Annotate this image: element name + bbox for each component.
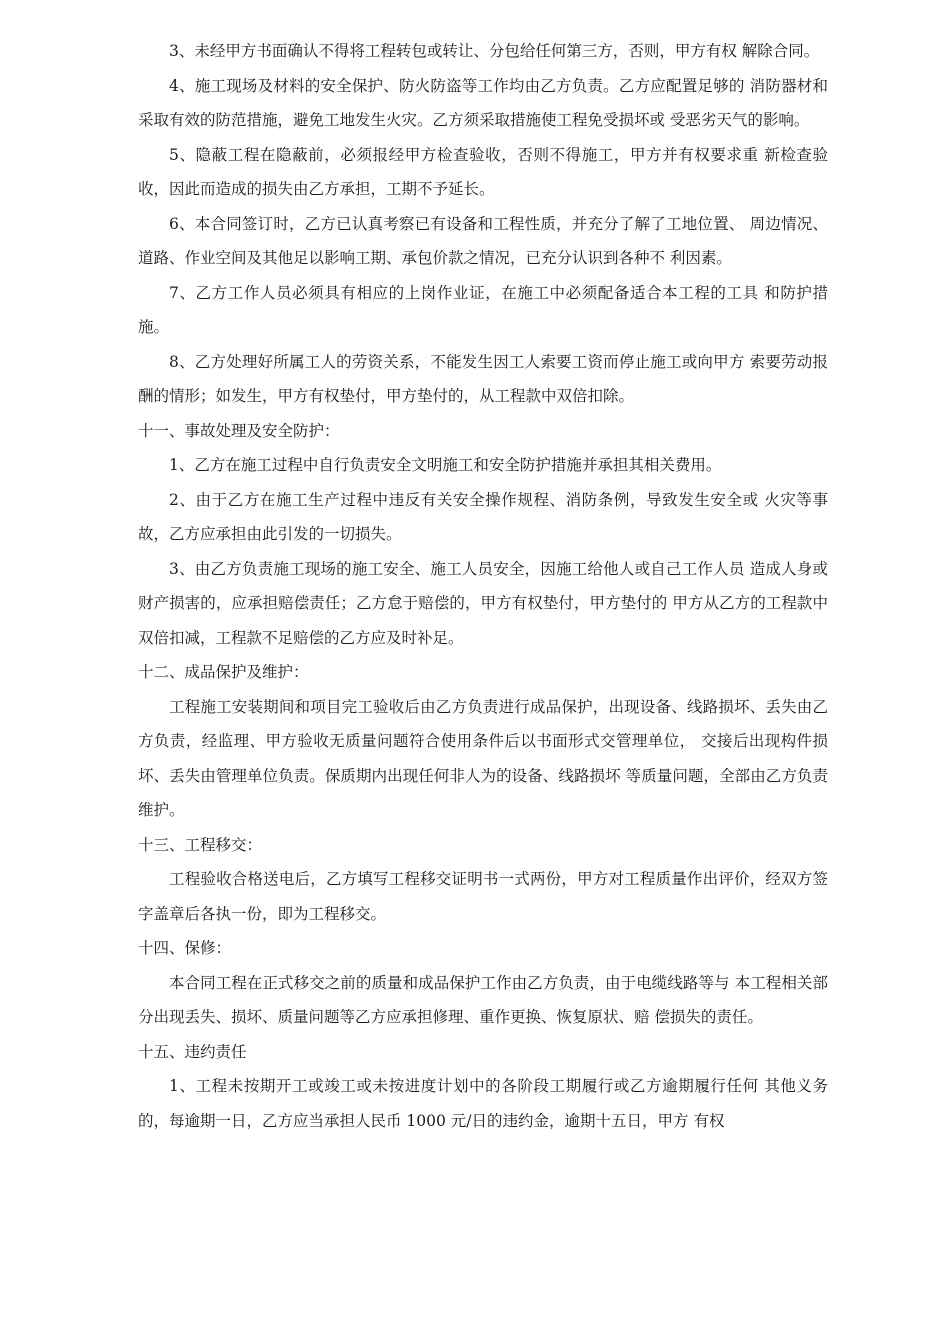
clause-14-body: 本合同工程在正式移交之前的质量和成品保护工作由乙方负责，由于电缆线路等与 本工程相关部分出现丢失、损坏、质量问题等乙方应承担修理、重作更换、恢复原状、赔 偿损失的责任。 [138,973,828,1026]
clause-10-item-3: 3、未经甲方书面确认不得将工程转包或转让、分包给任何第三方，否则，甲方有权 解除合同。 [169,42,820,60]
clause-10-item-4: 4、施工现场及材料的安全保护、防火防盗等工作均由乙方负责。乙方应配置足够的 消防器材和采取有效的防范措施，避免工地发生火灾。乙方须采取措施使工程免受损坏或 受恶劣天气的影响。 [138,76,828,129]
section-heading-15: 十五、违约责任 [138,1042,247,1061]
clause-10-item-7: 7、乙方工作人员必须具有相应的上岗作业证，在施工中必须配备适合本工程的工具 和防护措施。 [138,283,828,336]
clause-13-body: 工程验收合格送电后，乙方填写工程移交证明书一式两份，甲方对工程质量作出评价，经双方签字盖章后各执一份，即为工程移交。 [138,870,828,923]
clause-11-item-3: 3、由乙方负责施工现场的施工安全、施工人员安全，因施工给他人或自己工作人员 造成人身或财产损害的，应承担赔偿责任；乙方怠于赔偿的，甲方有权垫付，甲方垫付的 甲方从乙方的工程款中双倍扣减，工程款不足赔偿的乙方应及时补足。 [138,559,828,647]
clause-12-body: 工程施工安装期间和项目完工验收后由乙方负责进行成品保护，出现设备、线路损坏、丢失由乙方负责，经监理、甲方验收无质量问题符合使用条件后以书面形式交管理单位， 交接后出现构件损坏、丢失由管理单位负责。保质期内出现任何非人为的设备、线路损坏 等质量问题，全部由乙方负责维护。 [138,697,828,819]
clause-10-item-6: 6、本合同签订时，乙方已认真考察已有设备和工程性质，并充分了解了工地位置、 周边情况、道路、作业空间及其他足以影响工期、承包价款之情况，已充分认识到各种不 利因素。 [138,214,828,267]
clause-15-item-1: 1、工程未按期开工或竣工或未按进度计划中的各阶段工期履行或乙方逾期履行任何 其他义务的，每逾期一日，乙方应当承担人民币 1000 元/日的违约金，逾期十五日，甲方 有权 [138,1077,828,1130]
section-heading-13: 十三、工程移交： [138,835,263,854]
document-body [138,34,828,1138]
clause-11-item-2: 2、由于乙方在施工生产过程中违反有关安全操作规程、消防条例，导致发生安全或 火灾等事故，乙方应承担由此引发的一切损失。 [138,490,828,543]
clause-10-item-8: 8、乙方处理好所属工人的劳资关系，不能发生因工人索要工资而停止施工或向甲方 索要劳动报酬的情形；如发生，甲方有权垫付，甲方垫付的，从工程款中双倍扣除。 [138,352,828,405]
section-heading-11: 十一、事故处理及安全防护： [138,421,340,440]
clause-10-item-5: 5、隐蔽工程在隐蔽前，必须报经甲方检查验收，否则不得施工，甲方并有权要求重 新检查验收，因此而造成的损失由乙方承担，工期不予延长。 [138,145,828,198]
section-heading-14: 十四、保修： [138,939,232,957]
section-heading-12: 十二、成品保护及维护： [138,663,309,681]
clause-11-item-1: 1、乙方在施工过程中自行负责安全文明施工和安全防护措施并承担其相关费用。 [169,456,722,474]
